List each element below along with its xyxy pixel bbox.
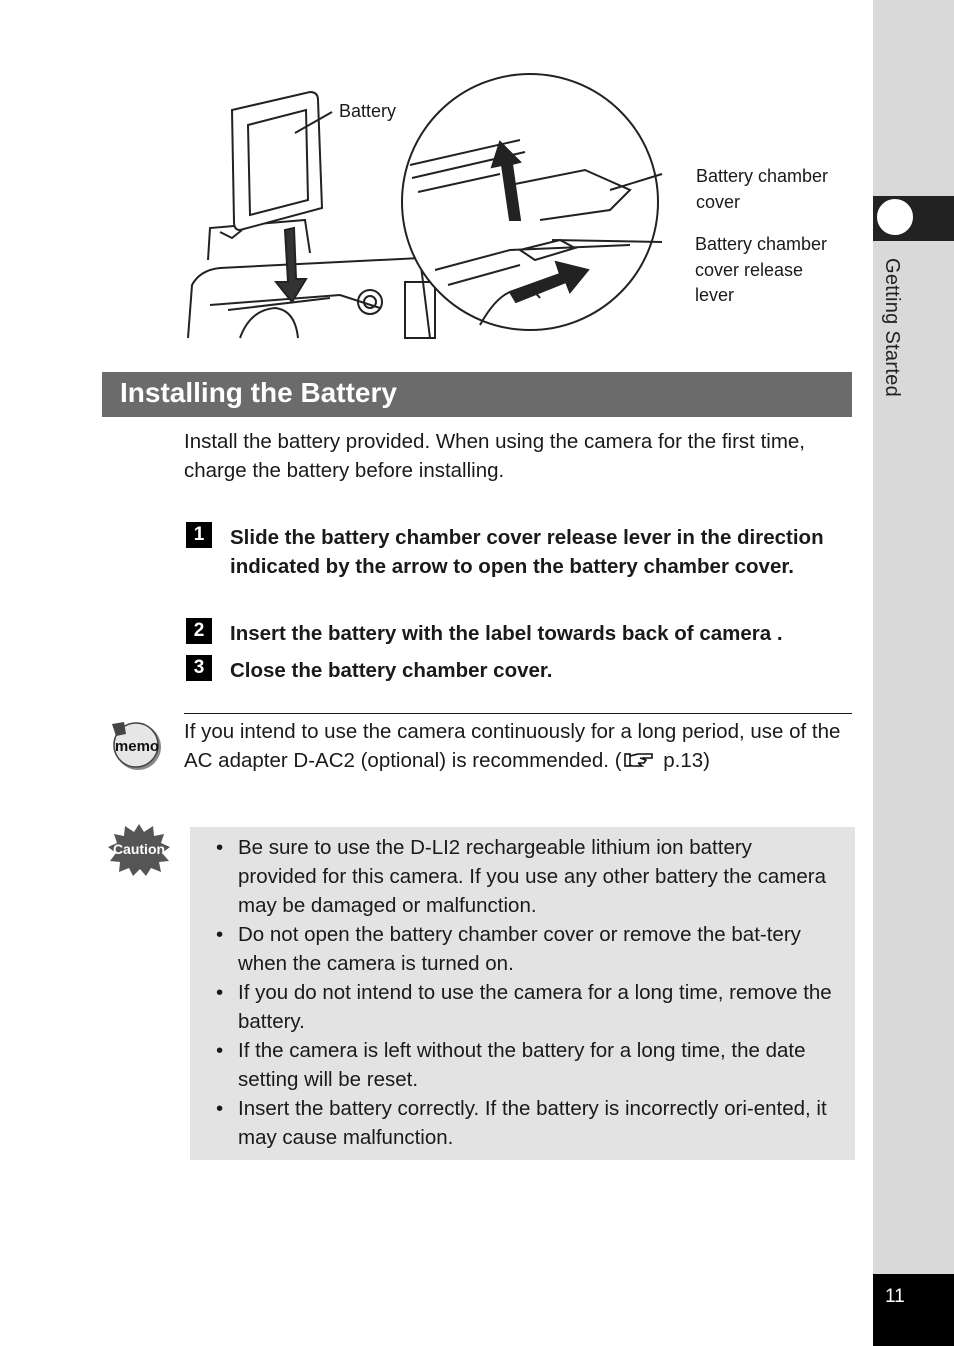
memo-note (184, 717, 854, 775)
step-1-number: 1 (186, 522, 212, 548)
memo-text-after: p.13) (657, 749, 710, 772)
camera-battery-drawing (180, 70, 700, 340)
caution-icon (106, 822, 172, 876)
chapter-marker-icon (875, 197, 915, 237)
lever-callout-line3: lever (695, 285, 735, 305)
divider-rule (184, 713, 852, 714)
caution-item: • Insert the battery correctly. If the battery is incorrectly ori-ented, it may cause malfunction. (216, 1097, 827, 1149)
caution-item: • If the camera is left without the battery for a long time, the date setting will be reset. (216, 1039, 806, 1091)
page-number: 11 (885, 1286, 905, 1307)
battery-installation-illustration (180, 70, 700, 340)
step-2-number: 2 (186, 618, 212, 644)
step-3-text: Close the battery chamber cover. (230, 659, 553, 682)
pointing-hand-icon (624, 750, 654, 770)
lever-callout-line2: cover release (695, 260, 804, 280)
memo-icon-label: memo (114, 738, 160, 755)
lever-callout-line1: Battery chamber (695, 234, 828, 254)
cover-callout-line2: cover (696, 192, 741, 212)
cover-callout-line1: Battery chamber (696, 166, 829, 186)
section-name: Getting Started (881, 258, 903, 398)
caution-icon-label: Caution (112, 841, 166, 857)
intro-paragraph: Install the battery provided. When using the camera for the first time, charge the battery before installing. (184, 430, 805, 482)
step-2-text: Insert the battery with the label towards back of camera . (230, 622, 783, 645)
caution-item: • If you do not intend to use the camera for a long time, remove the battery. (216, 981, 832, 1033)
step-3-number: 3 (186, 655, 212, 681)
memo-text-before: If you intend to use the camera continuously for a long period, use of the AC adapter D-AC2 (optional) is recommended. ( (184, 720, 841, 772)
battery-callout: Battery (339, 101, 397, 121)
step-1-text: Slide the battery chamber cover release lever in the direction indicated by the arrow to open the battery chamber cover. (230, 526, 824, 578)
page-number-box (873, 1274, 954, 1346)
caution-list (216, 833, 836, 1152)
caution-item: • Do not open the battery chamber cover or remove the bat-tery when the camera is turned on. (216, 923, 801, 975)
section-title: Installing the Battery (120, 377, 397, 408)
caution-item: • Be sure to use the D-LI2 rechargeable lithium ion battery provided for this camera. If you use any other battery the camera may be damaged or malfunction. (216, 836, 826, 917)
memo-icon (108, 720, 164, 770)
